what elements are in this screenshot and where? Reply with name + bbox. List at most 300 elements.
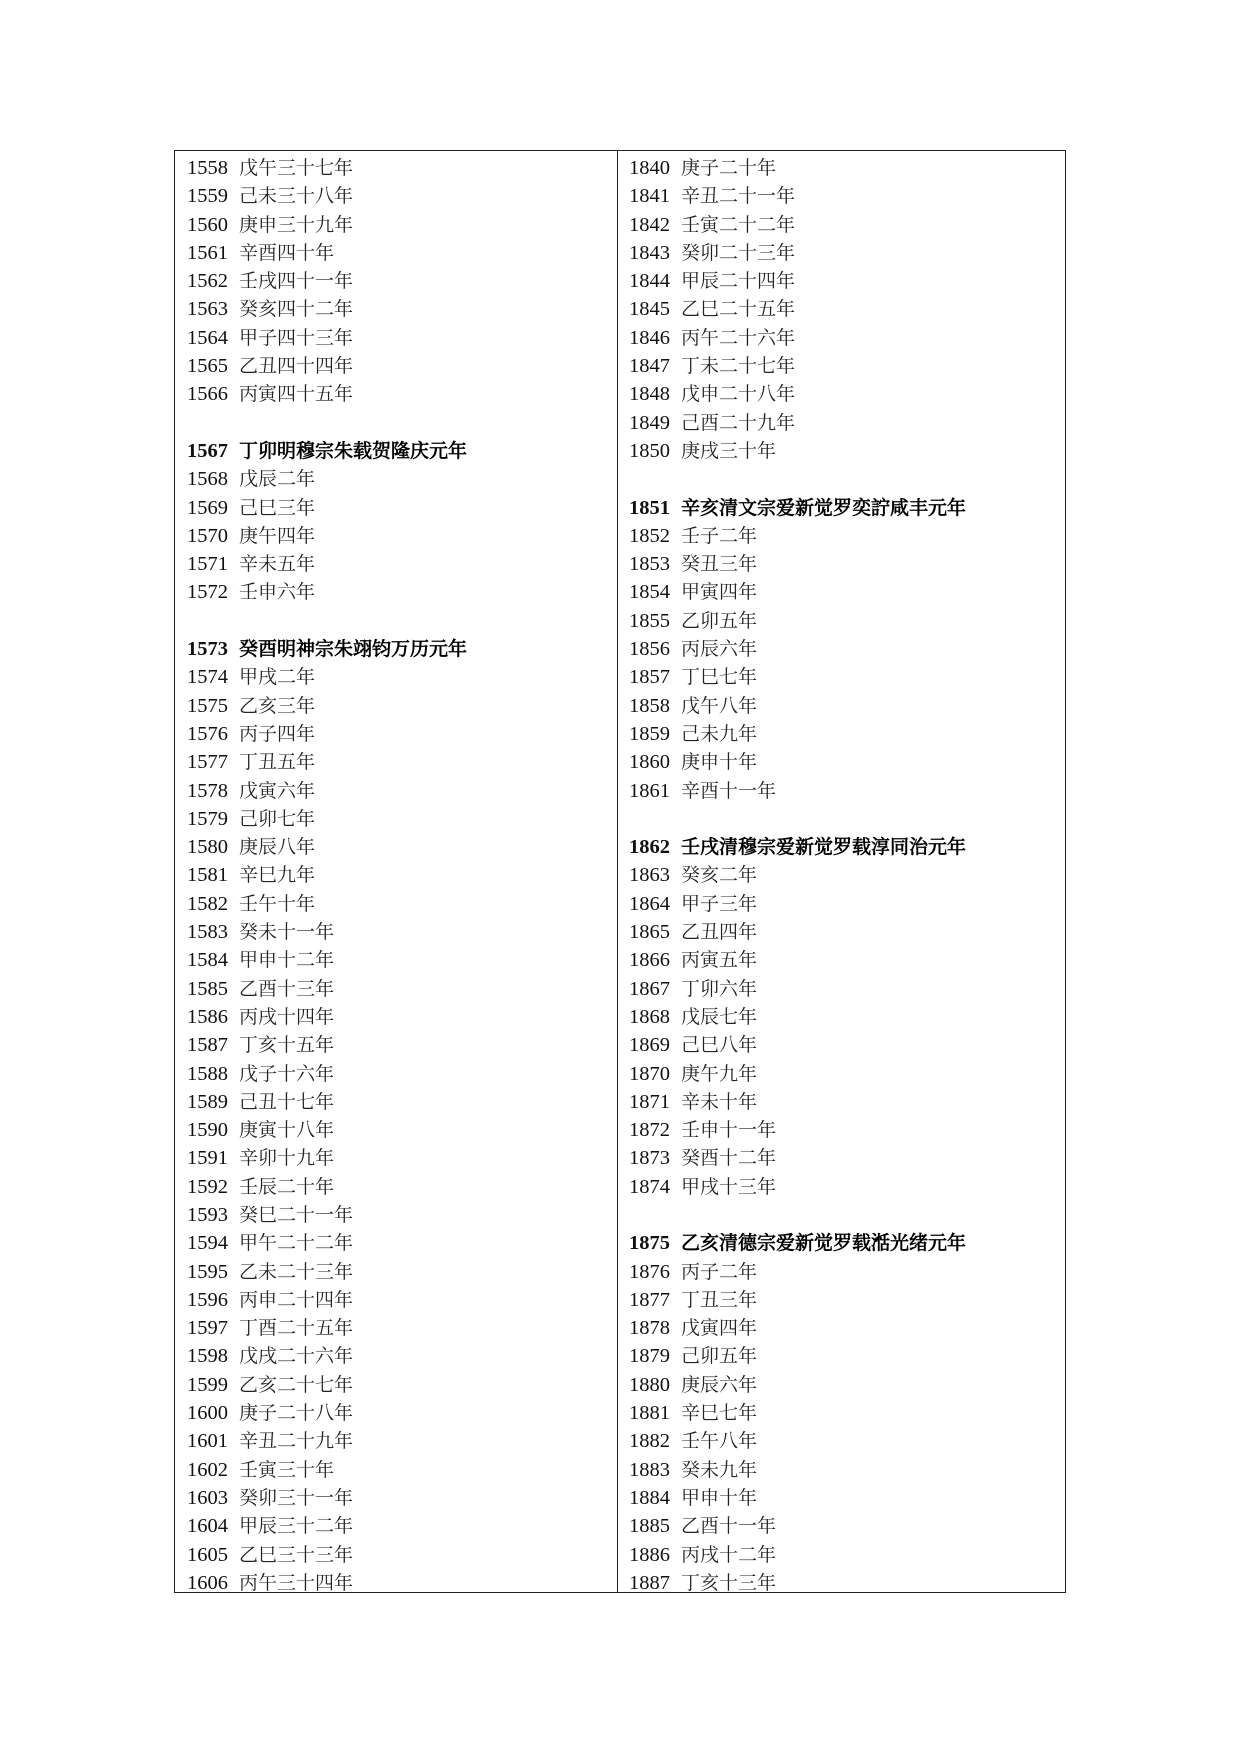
year-label: 甲午二十二年 [239, 1232, 354, 1255]
year-number: 1870 [629, 1062, 670, 1085]
year-row [187, 521, 607, 549]
year-label: 乙亥三年 [239, 694, 316, 717]
year-row [187, 1002, 607, 1030]
year-number: 1595 [187, 1260, 228, 1283]
year-row [187, 1341, 607, 1369]
year-number: 1585 [187, 977, 228, 1000]
year-row [629, 1313, 1059, 1341]
year-label: 乙亥二十七年 [239, 1373, 354, 1396]
year-label: 丙子四年 [239, 722, 316, 745]
year-row [629, 606, 1059, 634]
year-row [187, 1228, 607, 1256]
year-number: 1859 [629, 722, 670, 745]
year-number: 1877 [629, 1288, 670, 1311]
year-label: 戊子十六年 [239, 1062, 335, 1085]
year-label: 戊午三十七年 [239, 157, 354, 179]
year-row [187, 181, 607, 209]
year-number: 1597 [187, 1317, 228, 1340]
year-row [629, 974, 1059, 1002]
year-label: 癸未九年 [681, 1458, 758, 1481]
year-label: 丁酉二十五年 [239, 1317, 354, 1340]
year-label: 辛丑二十一年 [681, 185, 796, 208]
year-row [187, 747, 607, 775]
year-label: 丁丑三年 [681, 1288, 758, 1311]
year-row [629, 1455, 1059, 1483]
year-row [629, 1540, 1059, 1568]
year-number: 1564 [187, 326, 228, 349]
year-row [187, 1511, 607, 1539]
year-row [629, 662, 1059, 690]
year-label: 己未九年 [681, 722, 758, 745]
year-label: 乙酉十三年 [239, 977, 335, 1000]
year-row [629, 379, 1059, 407]
blank-row [629, 804, 1059, 832]
year-number: 1601 [187, 1430, 228, 1453]
year-row [187, 294, 607, 322]
year-number: 1562 [187, 270, 228, 293]
year-number: 1887 [629, 1571, 670, 1594]
year-row [187, 889, 607, 917]
year-row [629, 719, 1059, 747]
year-number: 1582 [187, 892, 228, 915]
year-row [629, 1341, 1059, 1369]
year-number: 1875 [629, 1232, 670, 1255]
year-label: 壬午八年 [681, 1430, 758, 1453]
year-row [187, 1285, 607, 1313]
year-number: 1857 [629, 666, 670, 689]
year-number: 1559 [187, 185, 228, 208]
year-row [629, 945, 1059, 973]
year-label: 丙午二十六年 [681, 326, 796, 349]
year-row [187, 549, 607, 577]
year-number: 1575 [187, 694, 228, 717]
year-number: 1593 [187, 1203, 228, 1226]
year-row [187, 1568, 607, 1596]
year-label: 壬午十年 [239, 892, 316, 915]
year-number: 1851 [629, 496, 670, 519]
year-label: 丙戌十二年 [681, 1543, 777, 1566]
year-number: 1884 [629, 1486, 670, 1509]
year-label: 癸丑三年 [681, 553, 758, 576]
year-label: 辛巳九年 [239, 864, 316, 887]
year-label: 辛卯十九年 [239, 1147, 335, 1170]
year-row [187, 832, 607, 860]
year-number: 1871 [629, 1090, 670, 1113]
year-row [629, 408, 1059, 436]
year-row [629, 521, 1059, 549]
year-number: 1860 [629, 751, 670, 774]
era-heading-row [187, 634, 607, 662]
year-row [187, 323, 607, 351]
year-number: 1584 [187, 949, 228, 972]
year-row [187, 945, 607, 973]
year-row [629, 1483, 1059, 1511]
year-number: 1604 [187, 1515, 228, 1538]
year-row [187, 974, 607, 1002]
year-row [629, 634, 1059, 662]
year-label: 戊申二十八年 [681, 383, 796, 406]
year-label: 己丑十七年 [239, 1090, 335, 1113]
year-row [629, 1370, 1059, 1398]
year-number: 1876 [629, 1260, 670, 1283]
year-label: 乙丑四年 [681, 921, 758, 944]
year-row [187, 153, 607, 181]
year-row [629, 747, 1059, 775]
year-number: 1572 [187, 581, 228, 604]
year-number: 1862 [629, 836, 670, 859]
year-row [629, 1426, 1059, 1454]
year-number: 1868 [629, 1005, 670, 1028]
year-row [187, 1172, 607, 1200]
year-label: 壬寅三十年 [239, 1458, 335, 1481]
year-label: 庚戌三十年 [681, 439, 777, 462]
year-number: 1882 [629, 1430, 670, 1453]
year-row [629, 210, 1059, 238]
year-row [629, 1568, 1059, 1596]
year-row [629, 1398, 1059, 1426]
year-number: 1854 [629, 581, 670, 604]
year-label: 壬戌四十一年 [239, 270, 354, 293]
year-number: 1574 [187, 666, 228, 689]
year-number: 1566 [187, 383, 228, 406]
year-label: 乙巳二十五年 [681, 298, 796, 321]
year-row [629, 1059, 1059, 1087]
year-label: 辛巳七年 [681, 1402, 758, 1425]
year-row [629, 1115, 1059, 1143]
era-title: 乙亥清德宗爱新觉罗载湉光绪元年 [681, 1232, 967, 1255]
year-number: 1577 [187, 751, 228, 774]
year-label: 己酉二十九年 [681, 411, 796, 434]
year-number: 1872 [629, 1119, 670, 1142]
year-number: 1840 [629, 157, 670, 179]
era-title: 壬戌清穆宗爱新觉罗载淳同治元年 [681, 836, 967, 859]
year-label: 甲子四十三年 [239, 326, 354, 349]
year-label: 庚寅十八年 [239, 1119, 335, 1142]
year-label: 庚申十年 [681, 751, 758, 774]
year-row [187, 1257, 607, 1285]
year-label: 辛未十年 [681, 1090, 758, 1113]
year-row [187, 1313, 607, 1341]
year-number: 1844 [629, 270, 670, 293]
year-row [187, 351, 607, 379]
year-label: 乙丑四十四年 [239, 355, 354, 378]
year-number: 1560 [187, 213, 228, 236]
year-label: 辛丑二十九年 [239, 1430, 354, 1453]
year-row [187, 860, 607, 888]
year-number: 1565 [187, 355, 228, 378]
right-column [629, 153, 1059, 1596]
year-row [187, 1426, 607, 1454]
year-row [187, 238, 607, 266]
year-label: 癸亥二年 [681, 864, 758, 887]
blank-row [629, 464, 1059, 492]
left-column [187, 153, 607, 1596]
year-label: 甲戌十三年 [681, 1175, 777, 1198]
era-title: 辛亥清文宗爱新觉罗奕詝咸丰元年 [681, 496, 967, 519]
year-row [187, 1540, 607, 1568]
year-number: 1603 [187, 1486, 228, 1509]
year-number: 1865 [629, 921, 670, 944]
year-number: 1886 [629, 1543, 670, 1566]
year-label: 庚午四年 [239, 524, 316, 547]
year-row [629, 238, 1059, 266]
year-label: 戊辰二年 [239, 468, 316, 491]
year-label: 壬申十一年 [681, 1119, 777, 1142]
year-row [187, 804, 607, 832]
year-number: 1853 [629, 553, 670, 576]
year-label: 己未三十八年 [239, 185, 354, 208]
year-number: 1592 [187, 1175, 228, 1198]
year-number: 1863 [629, 864, 670, 887]
year-row [629, 860, 1059, 888]
year-row [187, 1398, 607, 1426]
year-number: 1558 [187, 157, 228, 179]
year-label: 甲申十年 [681, 1486, 758, 1509]
year-label: 乙未二十三年 [239, 1260, 354, 1283]
year-label: 庚申三十九年 [239, 213, 354, 236]
year-row [629, 181, 1059, 209]
year-number: 1878 [629, 1317, 670, 1340]
year-row [187, 464, 607, 492]
year-row [187, 577, 607, 605]
year-number: 1570 [187, 524, 228, 547]
year-label: 壬子二年 [681, 524, 758, 547]
year-number: 1864 [629, 892, 670, 915]
year-label: 甲申十二年 [239, 949, 335, 972]
year-number: 1883 [629, 1458, 670, 1481]
year-label: 壬申六年 [239, 581, 316, 604]
year-number: 1580 [187, 836, 228, 859]
year-number: 1881 [629, 1402, 670, 1425]
year-label: 癸巳二十一年 [239, 1203, 354, 1226]
year-row [187, 719, 607, 747]
year-label: 癸卯三十一年 [239, 1486, 354, 1509]
year-row [187, 379, 607, 407]
year-label: 丁亥十三年 [681, 1571, 777, 1594]
year-label: 己巳三年 [239, 496, 316, 519]
year-row [629, 351, 1059, 379]
year-number: 1874 [629, 1175, 670, 1198]
year-number: 1885 [629, 1515, 670, 1538]
year-label: 癸卯二十三年 [681, 241, 796, 264]
year-label: 庚午九年 [681, 1062, 758, 1085]
era-heading-row [629, 1228, 1059, 1256]
year-number: 1589 [187, 1090, 228, 1113]
year-label: 癸未十一年 [239, 921, 335, 944]
year-number: 1866 [629, 949, 670, 972]
year-row [629, 1511, 1059, 1539]
year-row [629, 889, 1059, 917]
year-row [187, 493, 607, 521]
year-number: 1587 [187, 1034, 228, 1057]
year-number: 1845 [629, 298, 670, 321]
year-row [187, 1200, 607, 1228]
era-heading-row [629, 832, 1059, 860]
year-number: 1569 [187, 496, 228, 519]
year-row [629, 1143, 1059, 1171]
year-number: 1869 [629, 1034, 670, 1057]
year-number: 1843 [629, 241, 670, 264]
year-row [629, 294, 1059, 322]
year-number: 1599 [187, 1373, 228, 1396]
year-label: 辛未五年 [239, 553, 316, 576]
year-label: 庚子二十八年 [239, 1402, 354, 1425]
year-number: 1848 [629, 383, 670, 406]
year-number: 1867 [629, 977, 670, 1000]
year-row [629, 1030, 1059, 1058]
blank-row [187, 606, 607, 634]
year-number: 1602 [187, 1458, 228, 1481]
year-row [629, 1087, 1059, 1115]
year-number: 1561 [187, 241, 228, 264]
blank-row [629, 1200, 1059, 1228]
year-label: 乙酉十一年 [681, 1515, 777, 1538]
year-number: 1841 [629, 185, 670, 208]
year-number: 1879 [629, 1345, 670, 1368]
year-label: 庚辰八年 [239, 836, 316, 859]
year-row [629, 436, 1059, 464]
year-label: 戊寅四年 [681, 1317, 758, 1340]
year-row [629, 917, 1059, 945]
year-label: 甲子三年 [681, 892, 758, 915]
year-number: 1855 [629, 609, 670, 632]
year-row [187, 1030, 607, 1058]
year-row [629, 1285, 1059, 1313]
year-number: 1573 [187, 638, 228, 661]
year-row [187, 1143, 607, 1171]
year-number: 1847 [629, 355, 670, 378]
year-row [187, 691, 607, 719]
year-number: 1576 [187, 722, 228, 745]
year-number: 1842 [629, 213, 670, 236]
year-number: 1571 [187, 553, 228, 576]
year-number: 1880 [629, 1373, 670, 1396]
year-label: 庚辰六年 [681, 1373, 758, 1396]
year-label: 丙寅四十五年 [239, 383, 354, 406]
year-label: 甲辰二十四年 [681, 270, 796, 293]
year-number: 1861 [629, 779, 670, 802]
year-row [187, 210, 607, 238]
year-row [187, 1370, 607, 1398]
year-number: 1606 [187, 1571, 228, 1594]
year-row [187, 917, 607, 945]
year-row [629, 323, 1059, 351]
column-divider [617, 151, 618, 1592]
year-number: 1596 [187, 1288, 228, 1311]
year-number: 1849 [629, 411, 670, 434]
year-row [629, 153, 1059, 181]
year-number: 1568 [187, 468, 228, 491]
year-label: 丙子二年 [681, 1260, 758, 1283]
year-row [187, 1087, 607, 1115]
year-number: 1600 [187, 1402, 228, 1425]
year-number: 1567 [187, 439, 228, 462]
year-row [629, 266, 1059, 294]
year-row [187, 1483, 607, 1511]
year-label: 戊戌二十六年 [239, 1345, 354, 1368]
year-number: 1605 [187, 1543, 228, 1566]
year-number: 1856 [629, 638, 670, 661]
year-label: 丙戌十四年 [239, 1005, 335, 1028]
year-row [187, 662, 607, 690]
blank-row [187, 408, 607, 436]
year-label: 丁未二十七年 [681, 355, 796, 378]
year-number: 1598 [187, 1345, 228, 1368]
year-label: 丙寅五年 [681, 949, 758, 972]
year-row [629, 1002, 1059, 1030]
year-number: 1858 [629, 694, 670, 717]
year-label: 乙巳三十三年 [239, 1543, 354, 1566]
year-label: 庚子二十年 [681, 157, 777, 179]
year-row [187, 1059, 607, 1087]
year-row [629, 549, 1059, 577]
year-number: 1588 [187, 1062, 228, 1085]
year-label: 己卯七年 [239, 807, 316, 830]
year-row [629, 691, 1059, 719]
year-label: 辛酉十一年 [681, 779, 777, 802]
year-label: 丙辰六年 [681, 638, 758, 661]
year-number: 1594 [187, 1232, 228, 1255]
year-label: 壬辰二十年 [239, 1175, 335, 1198]
year-row [629, 1257, 1059, 1285]
year-label: 癸酉十二年 [681, 1147, 777, 1170]
year-number: 1581 [187, 864, 228, 887]
chronology-table [174, 150, 1066, 1593]
year-row [629, 776, 1059, 804]
year-number: 1583 [187, 921, 228, 944]
year-label: 甲辰三十二年 [239, 1515, 354, 1538]
year-number: 1563 [187, 298, 228, 321]
year-label: 乙卯五年 [681, 609, 758, 632]
year-label: 丙午三十四年 [239, 1571, 354, 1594]
year-row [187, 1115, 607, 1143]
year-label: 丙申二十四年 [239, 1288, 354, 1311]
year-label: 戊午八年 [681, 694, 758, 717]
year-number: 1852 [629, 524, 670, 547]
year-row [629, 1172, 1059, 1200]
year-row [629, 577, 1059, 605]
year-label: 丁卯六年 [681, 977, 758, 1000]
year-label: 丁亥十五年 [239, 1034, 335, 1057]
year-label: 甲戌二年 [239, 666, 316, 689]
year-number: 1578 [187, 779, 228, 802]
year-label: 己巳八年 [681, 1034, 758, 1057]
year-label: 丁巳七年 [681, 666, 758, 689]
year-label: 辛酉四十年 [239, 241, 335, 264]
year-label: 丁丑五年 [239, 751, 316, 774]
year-row [187, 776, 607, 804]
year-row [187, 266, 607, 294]
year-row [187, 1455, 607, 1483]
year-number: 1579 [187, 807, 228, 830]
year-label: 己卯五年 [681, 1345, 758, 1368]
era-title: 癸酉明神宗朱翊钧万历元年 [239, 638, 468, 661]
year-label: 癸亥四十二年 [239, 298, 354, 321]
era-heading-row [629, 493, 1059, 521]
year-number: 1850 [629, 439, 670, 462]
year-label: 戊辰七年 [681, 1005, 758, 1028]
year-number: 1586 [187, 1005, 228, 1028]
year-label: 戊寅六年 [239, 779, 316, 802]
year-number: 1590 [187, 1119, 228, 1142]
era-heading-row [187, 436, 607, 464]
year-label: 壬寅二十二年 [681, 213, 796, 236]
year-number: 1591 [187, 1147, 228, 1170]
year-label: 甲寅四年 [681, 581, 758, 604]
era-title: 丁卯明穆宗朱载贺隆庆元年 [239, 439, 468, 462]
year-number: 1873 [629, 1147, 670, 1170]
year-number: 1846 [629, 326, 670, 349]
